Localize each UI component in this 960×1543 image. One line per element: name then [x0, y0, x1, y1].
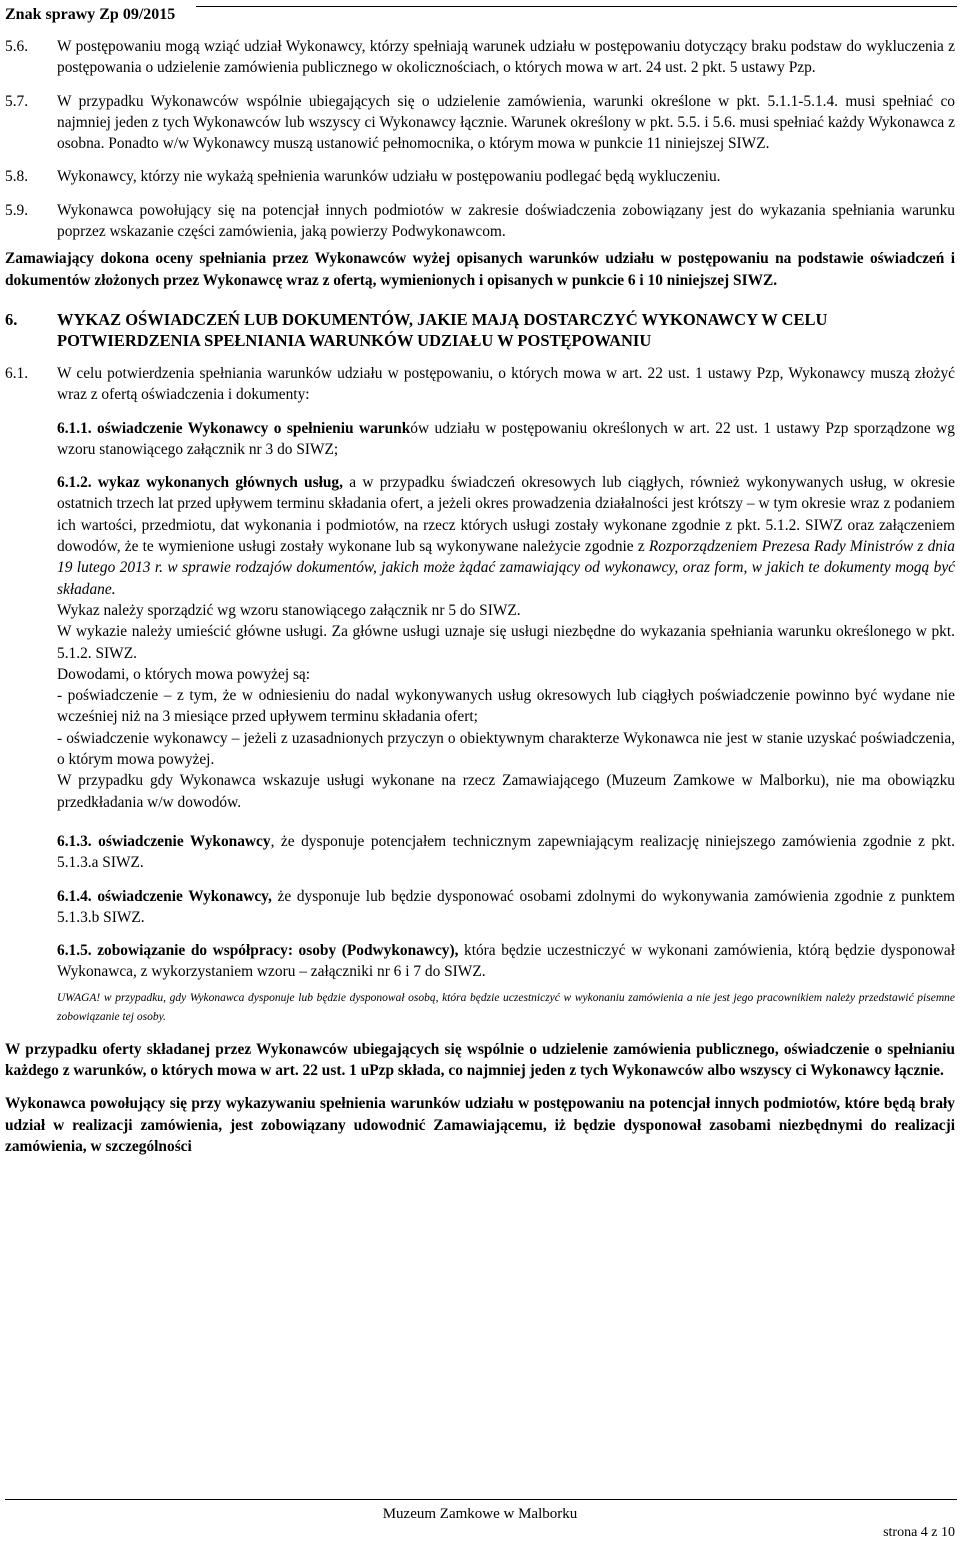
- clause-number: 6.1.4.: [57, 887, 92, 905]
- clause-bold-text: zobowiązanie do współpracy: osoby (Podwykonawcy),: [97, 942, 459, 960]
- clause-text: ów udziału w postępowaniu określonych w art. 22 ust. 1 ustawy Pzp sporządzone wg wzoru stanowiącego załącznik nr 3 do SIWZ;: [57, 419, 955, 458]
- clause-bold-text: oświadczenie Wykonawcy o spełnieniu warunk: [97, 419, 411, 437]
- document-body: [5, 36, 955, 1157]
- footer-divider: [5, 1499, 957, 1500]
- section-title: WYKAZ OŚWIADCZEŃ LUB DOKUMENTÓW, JAKIE MAJĄ DOSTARCZYĆ WYKONAWCY W CELU POTWIERDZENIA SPEŁNIANIA WARUNKÓW UDZIAŁU W POSTĘPOWANIU: [57, 309, 828, 350]
- clause-5-9: [5, 200, 955, 243]
- clause-text: a w przypadku świadczeń okresowych lub ciągłych, również wykonywanych usług, w okresie ostatnich trzech lat przed upływem terminu składania ofert, a jeżeli okres prowadzenia działalności jest krótszy – w tym okresie wraz z podaniem ich wartości, przedmiotu, dat wykonania i podmiotów, na rzecz których usługi zostały wykonane zgodnie z pkt. 5.1.2. SIWZ oraz załączeniem dowodów, że te wymienione usługi zostały wykonane lub są wykonywane należycie zgodnie z: [57, 474, 955, 556]
- clause-5-6: [5, 36, 955, 79]
- clause-bold-text: wykaz wykonanych głównych usług,: [97, 474, 343, 492]
- joint-bidders-paragraph: W przypadku oferty składanej przez Wykonawców ubiegających się wspólnie o udzielenie zamówienia publicznego, oświadczenie o spełnianiu każdego z warunków, o których mowa w art. 22 ust. 1 uPzp składa, co najmniej jeden z tych Wykonawców albo wszyscy ci Wykonawcy łącznie.: [5, 1040, 955, 1079]
- clause-number: 6.1.1.: [57, 419, 92, 437]
- clause-number: 5.9.: [5, 201, 29, 219]
- clause-6-1-4: [5, 886, 955, 929]
- clause-6-1-1: [5, 418, 955, 461]
- clause-text: W celu potwierdzenia spełniania warunków udziału w postępowaniu, o których mowa w art. 22 ust. 1 ustawy Pzp, Wykonawcy muszą złożyć wraz z ofertą oświadczenia i dokumenty:: [57, 364, 955, 404]
- section-6-heading: [5, 309, 955, 351]
- main-services-line: W wykazie należy umieścić główne usługi. Za główne usługi uznaje się usługi niezbędne do wykazania spełniania warunku określonego w pkt. 5.1.2. SIWZ.: [57, 623, 955, 662]
- clause-text: która będzie uczestniczyć w wykonani zamówienia, którą będzie dysponował Wykonawca, z wykorzystaniem wzoru – załączniki nr 6 i 7 do SIWZ.: [57, 942, 955, 981]
- assessment-paragraph: Zamawiający dokona oceny spełniania przez Wykonawców wyżej opisanych warunków udziału w postępowaniu na podstawie oświadczeń i dokumentów złożonych przez Wykonawcę wraz z ofertą, wymienionych i opisanych w punkcie 6 i 10 niniejszej SIWZ.: [5, 250, 955, 289]
- header-divider: [196, 6, 957, 7]
- clause-6-1-2: [5, 472, 955, 813]
- template-line: Wykaz należy sporządzić wg wzoru stanowiącego załącznik nr 5 do SIWZ.: [57, 601, 521, 619]
- footer-institution: Muzeum Zamkowe w Malborku: [382, 1506, 578, 1522]
- clause-number: 5.8.: [5, 168, 29, 186]
- page-number: strona 4 z 10: [883, 1525, 955, 1540]
- clause-number: 6.1.2.: [57, 474, 92, 492]
- warning-note: UWAGA! w przypadku, gdy Wykonawca dysponuje lub będzie dysponował osobą, która będzie uczestniczyć w wykonaniu zamówienia a nie jest jego pracownikiem należy przedstawić pisemne zobowiązanie tej osoby.: [57, 991, 955, 1023]
- clause-6-1: [5, 363, 955, 406]
- clause-number: 5.7.: [5, 92, 29, 110]
- clause-bold-text: oświadczenie Wykonawcy: [98, 832, 271, 850]
- museum-exception-line: W przypadku gdy Wykonawca wskazuje usługi wykonane na rzecz Zamawiającego (Muzeum Zamkowe w Malborku), nie ma obowiązku przedkładania w/w dowodów.: [57, 772, 955, 811]
- evidence-intro: Dowodami, o których mowa powyżej są:: [57, 665, 311, 683]
- clause-number: 6.1.5.: [57, 942, 92, 960]
- regulation-reference: Rozporządzeniem Prezesa Rady Ministrów z dnia 19 lutego 2013 r. w sprawie rodzajów dokumentów, jakich może żądać zamawiający od wykonawcy, oraz form, w jakich te dokumenty mogą być składane.: [57, 538, 955, 598]
- clause-6-1-3: [5, 831, 955, 874]
- case-reference: Znak sprawy Zp 09/2015: [5, 6, 176, 23]
- clause-text: że dysponuje lub będzie dysponować osobami zdolnymi do wykonywania zamówienia zgodnie z punktem 5.1.3.b SIWZ.: [57, 887, 955, 926]
- clause-text: , że dysponuje potencjałem technicznym zapewniającym realizację niniejszego zamówienia zgodnie z pkt. 5.1.3.a SIWZ.: [57, 832, 955, 872]
- clause-text: Wykonawcy, którzy nie wykażą spełnienia warunków udziału w postępowaniu podlegać będą wykluczeniu.: [57, 168, 721, 186]
- clause-5-8: [5, 166, 955, 187]
- clause-number: 6.1.: [5, 364, 29, 382]
- third-party-potential-paragraph: Wykonawca powołujący się przy wykazywaniu spełnienia warunków udziału w postępowaniu na potencjał innych podmiotów, które będą brały udział w realizacji zamówienia, jest zobowiązany udowodnić Zamawiającemu, iż będzie dysponował zasobami niezbędnymi do realizacji zamówienia, w szczególności: [5, 1095, 955, 1155]
- clause-bold-text: oświadczenie Wykonawcy,: [97, 887, 272, 905]
- clause-text: W postępowaniu mogą wziąć udział Wykonawcy, którzy spełniają warunek udziału w postępowaniu dotyczący braku podstaw do wykluczenia z postępowania o udzielenie zamówienia publicznego w okolicznościach, o których mowa w art. 24 ust. 2 pkt. 5 ustawy Pzp.: [57, 38, 955, 77]
- clause-6-1-5: [5, 940, 955, 983]
- clause-number: 6.1.3.: [57, 832, 92, 850]
- clause-number: 5.6.: [5, 38, 29, 55]
- evidence-bullet: - oświadczenie wykonawcy – jeżeli z uzasadnionych przyczyn o obiektywnym charakterze Wykonawca nie jest w stanie uzyskać poświadczenia, o którym mowa powyżej.: [57, 729, 955, 769]
- clause-text: W przypadku Wykonawców wspólnie ubiegających się o udzielenie zamówienia, warunki określone w pkt. 5.1.1-5.1.4. musi spełniać co najmniej jeden z tych Wykonawców lub wszyscy ci Wykonawcy łącznie. Warunek określony w pkt. 5.5. i 5.6. musi spełniać każdy Wykonawca z osobna. Ponadto w/w Wykonawcy muszą ustanowić pełnomocnika, o którym mowa w punkcie 11 niniejszej SIWZ.: [57, 92, 955, 153]
- section-number: 6.: [5, 309, 18, 329]
- clause-5-7: [5, 91, 955, 155]
- clause-text: Wykonawca powołujący się na potencjał innych podmiotów w zakresie doświadczenia zobowiązany jest do wykazania spełniania warunku poprzez wskazanie części zamówienia, jaką powierzy Podwykonawcom.: [57, 201, 955, 241]
- evidence-bullet: - poświadczenie – z tym, że w odniesieniu do nadal wykonywanych usług okresowych lub ciągłych poświadczenie powinno być wydane nie wcześniej niż na 3 miesiące przed upływem terminu składania ofert;: [57, 687, 955, 726]
